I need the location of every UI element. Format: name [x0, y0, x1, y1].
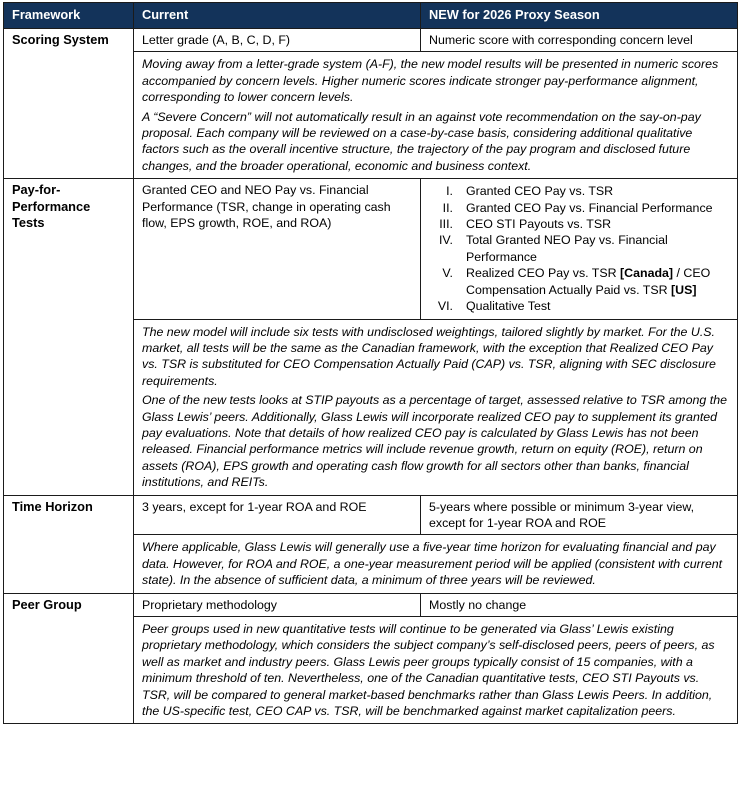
pay-label: Pay-for-Performance Tests: [4, 179, 134, 495]
list-item: VI. Qualitative Test: [437, 299, 551, 314]
pay-note: [134, 319, 738, 495]
scoring-current: Letter grade (A, B, C, D, F): [134, 29, 421, 52]
scoring-new: Numeric score with corresponding concern level: [421, 29, 738, 52]
list-item: II. Granted CEO Pay vs. Financial Performance: [442, 200, 713, 215]
scoring-note-paragraph-1: Moving away from a letter-grade system (A-F), the new model results will be presented in numeric scores accompanied by concern levels. Higher numeric scores indicate stronger pay-performance alignment, corresponding to lower concern levels.: [142, 57, 719, 105]
proxy-framework-table: [3, 2, 738, 724]
time-current: 3 years, except for 1-year ROA and ROE: [134, 495, 421, 535]
peer-row: [4, 593, 738, 616]
scoring-label: Scoring System: [4, 29, 134, 179]
peer-current: Proprietary methodology: [134, 593, 421, 616]
header-new: NEW for 2026 Proxy Season: [421, 3, 738, 29]
pay-current: Granted CEO and NEO Pay vs. Financial Performance (TSR, change in operating cash flow, EPS growth, ROE, and ROA): [134, 179, 421, 319]
list-item: V. Realized CEO Pay vs. TSR [Canada] / CEO Compensation Actually Paid vs. TSR [US]: [442, 266, 711, 297]
pay-row: [4, 179, 738, 319]
header-framework: Framework: [4, 3, 134, 29]
scoring-note: [134, 52, 738, 179]
time-label: Time Horizon: [4, 495, 134, 593]
peer-note: Peer groups used in new quantitative tests will continue to be generated via Glass’ Lewis existing proprietary methodology, which considers the subject company’s self-disclosed peers, peers of peers, as well as market and industry peers. Glass Lewis peer groups typically consist of 15 companies, with a minimum threshold of ten. Nevertheless, one of the Canadian quantitative tests, CEO STI Payouts vs. TSR, will be compared to general market-based benchmarks rather than Glass Lewis Peers. In addition, the US-specific test, CEO CAP vs. TSR, will be benchmarked against market capitalization peers.: [134, 617, 738, 724]
pay-note-paragraph-1: The new model will include six tests with undisclosed weightings, tailored slightly by market. For the U.S. market, all tests will be the same as the Canadian framework, with the exception that Realized CEO Pay vs. TSR is substituted for CEO Compensation Actually Paid (CAP) vs. TSR, aligning with SEC disclosure requirements.: [142, 324, 716, 388]
scoring-row: [4, 29, 738, 52]
peer-new: Mostly no change: [421, 593, 738, 616]
header-row: [4, 3, 738, 29]
pay-note-paragraph-2: One of the new tests looks at STIP payouts as a percentage of target, assessed relative to TSR among the Glass Lewis’ peers. Additionally, Glass Lewis will incorporate realized CEO pay to supplement its granted pay evaluations. Note that details of how realized CEO pay is calculated by Glass Lewis has not been released. Financial performance metrics will include revenue growth, return on equity (ROE), return on assets (ROA), EPS growth and operating cash flow growth for all sectors other than banks, financial institutions, and REITs.: [142, 393, 727, 490]
list-item: III. CEO STI Payouts vs. TSR: [439, 217, 612, 232]
list-item: I. Granted CEO Pay vs. TSR: [446, 184, 614, 199]
time-new: 5-years where possible or minimum 3-year view, except for 1-year ROA and ROE: [421, 495, 738, 535]
scoring-note-paragraph-2: A “Severe Concern” will not automatically result in an against vote recommendation on the say-on-pay proposal. Each company will be reviewed on a case-by-case basis, considering additional qualitative factors such as the overall incentive structure, the trajectory of the pay program and disclosed future changes, and the broader operational, economic and business context.: [142, 109, 701, 173]
pay-tests-list: [429, 183, 730, 314]
header-current: Current: [134, 3, 421, 29]
pay-new: [421, 179, 738, 319]
list-item: IV. Total Granted NEO Pay vs. Financial Performance: [438, 233, 668, 264]
time-row: [4, 495, 738, 535]
peer-label: Peer Group: [4, 593, 134, 724]
time-note: Where applicable, Glass Lewis will generally use a five-year time horizon for evaluating financial and pay data. However, for ROA and ROE, a one-year measurement period will be applied (consistent with current state). In the absence of sufficient data, a minimum of three years will be reviewed.: [134, 535, 738, 593]
